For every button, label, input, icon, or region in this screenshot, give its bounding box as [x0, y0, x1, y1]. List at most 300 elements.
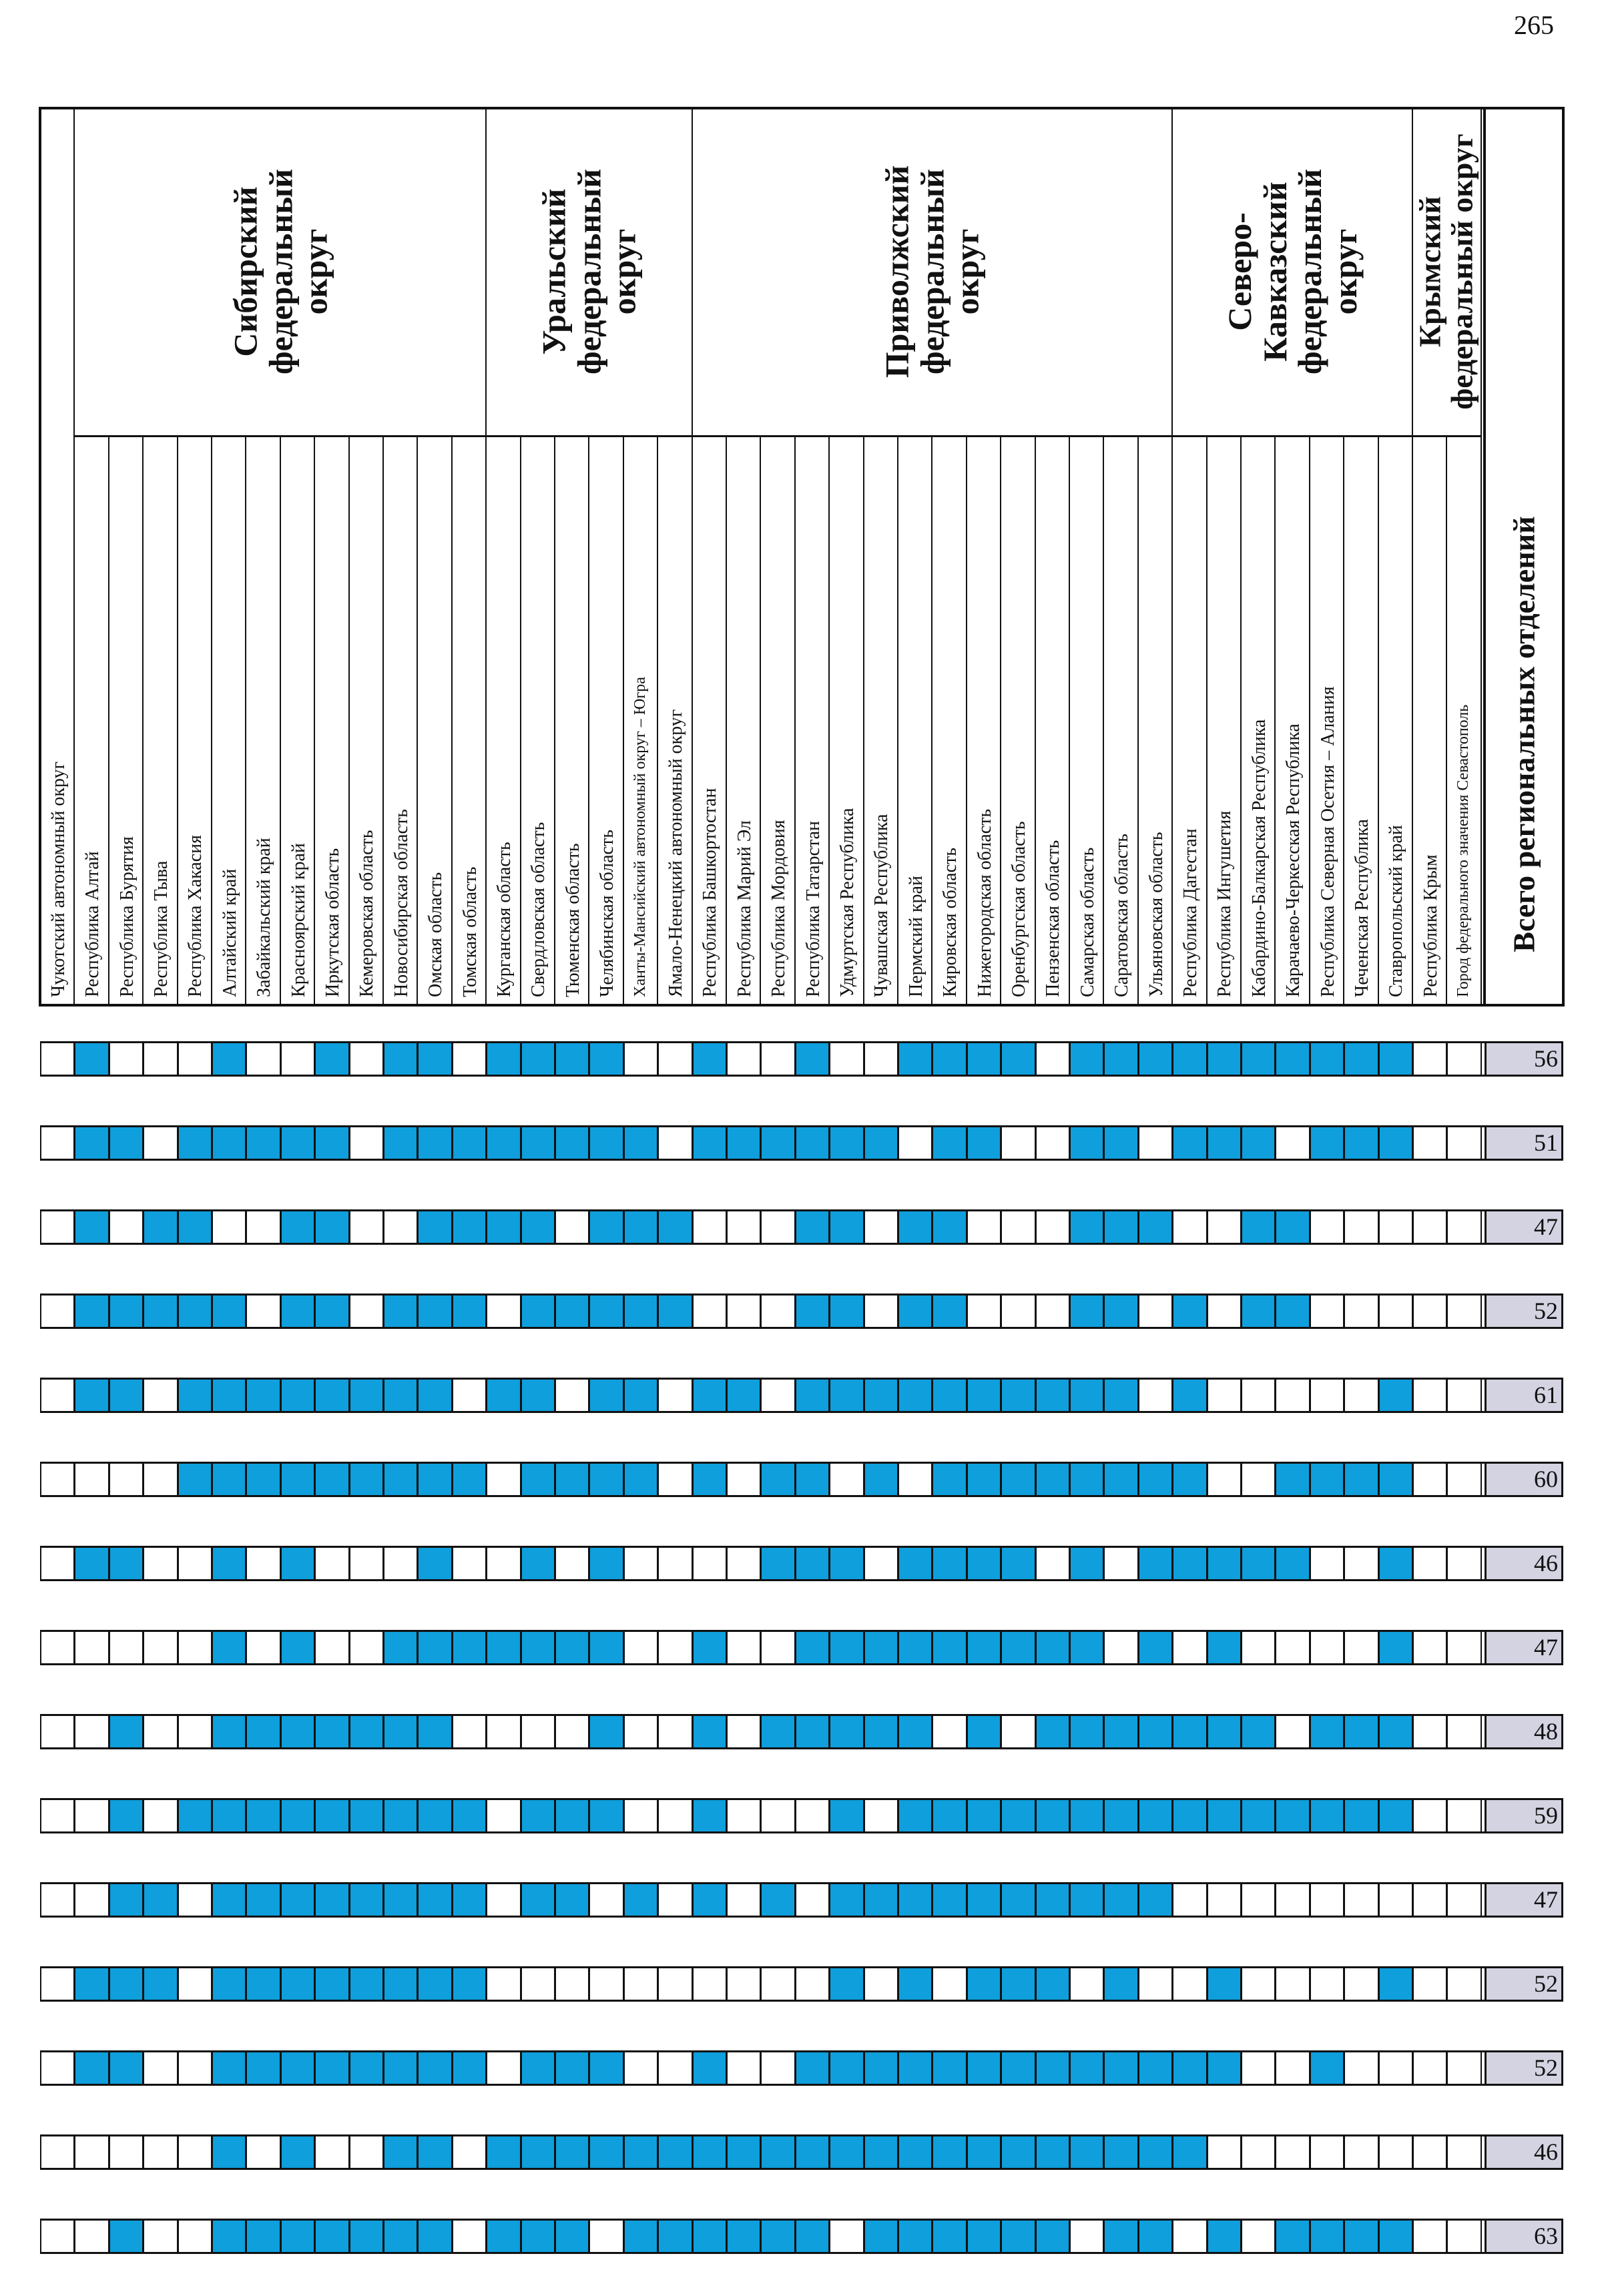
filled-cell: [589, 1716, 623, 1747]
column-divider: [1274, 435, 1276, 1007]
empty-cell: [486, 1548, 521, 1579]
column-divider: [1103, 435, 1104, 1007]
filled-cell: [486, 2221, 521, 2252]
empty-cell: [1344, 2052, 1378, 2084]
filled-cell: [1103, 1043, 1138, 1075]
empty-cell: [1172, 1632, 1207, 1663]
column-label-text: Кировская область: [940, 847, 961, 997]
empty-cell: [1412, 1800, 1447, 1831]
filled-cell: [212, 1127, 246, 1159]
row-bottom-border: [40, 1327, 1563, 1329]
filled-cell: [1138, 1800, 1173, 1831]
empty-cell: [1378, 1211, 1413, 1243]
filled-cell: [246, 2221, 280, 2252]
empty-cell: [1035, 1211, 1070, 1243]
filled-cell: [589, 2052, 623, 2084]
row-right-border: [1561, 1714, 1563, 1749]
empty-cell: [143, 2221, 178, 2252]
empty-cell: [109, 1632, 144, 1663]
filled-cell: [486, 1380, 521, 1411]
empty-cell: [314, 1548, 349, 1579]
filled-cell: [967, 1380, 1001, 1411]
filled-cell: [314, 1464, 349, 1495]
filled-cell: [760, 1127, 795, 1159]
empty-cell: [726, 1968, 761, 2000]
row-total: 59: [1485, 1800, 1563, 1831]
filled-cell: [74, 1380, 109, 1411]
filled-cell: [555, 2136, 589, 2168]
filled-cell: [280, 2136, 315, 2168]
filled-cell: [1241, 1296, 1276, 1327]
filled-cell: [1378, 1043, 1413, 1075]
filled-cell: [452, 1464, 487, 1495]
empty-cell: [555, 1380, 589, 1411]
empty-cell: [40, 1716, 75, 1747]
empty-cell: [589, 1884, 623, 1916]
empty-cell: [1001, 1296, 1035, 1327]
empty-cell: [1172, 1884, 1207, 1916]
filled-cell: [864, 1884, 898, 1916]
filled-cell: [486, 2136, 521, 2168]
empty-cell: [1275, 1632, 1310, 1663]
empty-cell: [1446, 2221, 1481, 2252]
empty-cell: [1344, 1548, 1378, 1579]
filled-cell: [383, 1716, 418, 1747]
empty-cell: [898, 1127, 932, 1159]
filled-cell: [1103, 1127, 1138, 1159]
filled-cell: [967, 2052, 1001, 2084]
empty-cell: [178, 1632, 212, 1663]
column-label-text: Алтайский край: [219, 868, 240, 997]
empty-cell: [246, 2136, 280, 2168]
filled-cell: [967, 1716, 1001, 1747]
column-label-text: Республика Хакасия: [185, 834, 206, 997]
filled-cell: [1069, 1211, 1104, 1243]
row-right-border: [1561, 1546, 1563, 1581]
column-divider: [726, 435, 727, 1007]
empty-cell: [1035, 1127, 1070, 1159]
empty-cell: [246, 1043, 280, 1075]
empty-cell: [40, 1211, 75, 1243]
empty-cell: [1344, 1296, 1378, 1327]
empty-cell: [726, 1211, 761, 1243]
empty-cell: [760, 1211, 795, 1243]
filled-cell: [246, 1464, 280, 1495]
filled-cell: [417, 1884, 452, 1916]
filled-cell: [212, 1632, 246, 1663]
filled-cell: [589, 1548, 623, 1579]
column-divider: [142, 435, 144, 1007]
empty-cell: [967, 1296, 1001, 1327]
empty-cell: [1241, 1380, 1276, 1411]
empty-cell: [1138, 1380, 1173, 1411]
row-total: 61: [1485, 1380, 1563, 1411]
empty-cell: [1412, 2052, 1447, 2084]
empty-cell: [40, 1127, 75, 1159]
column-label-text: Курганская область: [493, 842, 515, 997]
empty-cell: [1412, 1884, 1447, 1916]
filled-cell: [280, 1968, 315, 2000]
row-total: 47: [1485, 1632, 1563, 1663]
empty-cell: [314, 1632, 349, 1663]
empty-cell: [1035, 1296, 1070, 1327]
filled-cell: [692, 2052, 727, 2084]
filled-cell: [109, 1968, 144, 2000]
filled-cell: [1035, 1800, 1070, 1831]
filled-cell: [143, 1296, 178, 1327]
filled-cell: [657, 1296, 692, 1327]
filled-cell: [898, 1800, 932, 1831]
empty-cell: [74, 1716, 109, 1747]
filled-cell: [1103, 1800, 1138, 1831]
empty-cell: [864, 1800, 898, 1831]
empty-cell: [1446, 1632, 1481, 1663]
empty-cell: [1412, 1380, 1447, 1411]
filled-cell: [864, 1380, 898, 1411]
empty-cell: [74, 1632, 109, 1663]
filled-cell: [74, 1548, 109, 1579]
filled-cell: [932, 1211, 967, 1243]
empty-cell: [726, 1632, 761, 1663]
column-divider: [451, 435, 453, 1007]
empty-cell: [349, 1296, 384, 1327]
filled-cell: [74, 1211, 109, 1243]
empty-cell: [1446, 1211, 1481, 1243]
empty-cell: [795, 1800, 830, 1831]
empty-cell: [692, 1548, 727, 1579]
filled-cell: [692, 1464, 727, 1495]
empty-cell: [657, 1884, 692, 1916]
filled-cell: [383, 1127, 418, 1159]
column-divider: [828, 435, 830, 1007]
filled-cell: [74, 2052, 109, 2084]
filled-cell: [521, 2136, 555, 2168]
column-label-text: Ставропольский край: [1386, 825, 1407, 997]
empty-cell: [726, 1800, 761, 1831]
filled-cell: [1310, 1043, 1344, 1075]
filled-cell: [1035, 2052, 1070, 2084]
filled-cell: [1172, 2052, 1207, 2084]
empty-cell: [932, 1716, 967, 1747]
group-label-text: Сибирский федеральный округ: [226, 168, 334, 375]
filled-cell: [417, 1296, 452, 1327]
filled-cell: [1172, 1296, 1207, 1327]
empty-cell: [1001, 1211, 1035, 1243]
empty-cell: [143, 1800, 178, 1831]
row-right-border: [1561, 2219, 1563, 2254]
filled-cell: [898, 1211, 932, 1243]
column-label-text: Нижегородская область: [974, 808, 995, 997]
column-divider: [1069, 435, 1070, 1007]
empty-cell: [1069, 2221, 1104, 2252]
filled-cell: [212, 2221, 246, 2252]
column-label-text: Республика Татарстан: [802, 820, 824, 997]
row-right-border: [1561, 1630, 1563, 1665]
empty-cell: [40, 1884, 75, 1916]
filled-cell: [795, 1632, 830, 1663]
filled-cell: [1275, 1296, 1310, 1327]
empty-cell: [109, 1464, 144, 1495]
filled-cell: [967, 1968, 1001, 2000]
filled-cell: [967, 1127, 1001, 1159]
empty-cell: [623, 1716, 658, 1747]
filled-cell: [280, 1548, 315, 1579]
empty-cell: [109, 1043, 144, 1075]
row-right-border: [1561, 1209, 1563, 1245]
empty-cell: [829, 1464, 864, 1495]
empty-cell: [452, 2221, 487, 2252]
column-label-text: Республика Северная Осетия – Алания: [1317, 686, 1338, 997]
filled-cell: [280, 1127, 315, 1159]
filled-cell: [1241, 1800, 1276, 1831]
empty-cell: [1103, 1548, 1138, 1579]
column-divider: [794, 435, 796, 1007]
filled-cell: [74, 1968, 109, 2000]
filled-cell: [589, 2136, 623, 2168]
filled-cell: [623, 1380, 658, 1411]
column-divider: [280, 435, 281, 1007]
row-right-border: [1561, 1882, 1563, 1918]
filled-cell: [1275, 1548, 1310, 1579]
empty-cell: [967, 1211, 1001, 1243]
filled-cell: [932, 1884, 967, 1916]
empty-cell: [692, 1211, 727, 1243]
filled-cell: [1138, 1884, 1173, 1916]
filled-cell: [898, 2052, 932, 2084]
column-divider: [1035, 435, 1036, 1007]
row-bottom-border: [40, 2000, 1563, 2002]
filled-cell: [1035, 2221, 1070, 2252]
filled-cell: [589, 1800, 623, 1831]
filled-cell: [417, 1548, 452, 1579]
filled-cell: [452, 1632, 487, 1663]
filled-cell: [589, 1380, 623, 1411]
filled-cell: [178, 1800, 212, 1831]
filled-cell: [555, 1884, 589, 1916]
filled-cell: [932, 1043, 967, 1075]
filled-cell: [212, 1968, 246, 2000]
filled-cell: [932, 1800, 967, 1831]
filled-cell: [1035, 1968, 1070, 2000]
column-label-text: Саратовская область: [1111, 833, 1133, 997]
filled-cell: [1275, 1043, 1310, 1075]
filled-cell: [1207, 2052, 1242, 2084]
empty-cell: [1207, 1884, 1242, 1916]
filled-cell: [383, 2052, 418, 2084]
empty-cell: [1378, 1884, 1413, 1916]
filled-cell: [1378, 1548, 1413, 1579]
filled-cell: [1378, 2221, 1413, 2252]
column-divider: [314, 435, 315, 1007]
empty-cell: [452, 1716, 487, 1747]
empty-cell: [1001, 1716, 1035, 1747]
filled-cell: [1001, 1632, 1035, 1663]
empty-cell: [1412, 1464, 1447, 1495]
empty-cell: [1310, 1548, 1344, 1579]
row-bottom-border: [40, 1495, 1563, 1497]
filled-cell: [212, 1043, 246, 1075]
filled-cell: [1103, 1464, 1138, 1495]
filled-cell: [349, 1380, 384, 1411]
filled-cell: [521, 1632, 555, 1663]
empty-cell: [40, 1380, 75, 1411]
filled-cell: [1069, 1632, 1104, 1663]
filled-cell: [555, 1632, 589, 1663]
empty-cell: [74, 1464, 109, 1495]
filled-cell: [417, 1968, 452, 2000]
filled-cell: [1035, 2136, 1070, 2168]
filled-cell: [246, 1800, 280, 1831]
filled-cell: [898, 2136, 932, 2168]
column-label-text: Ханты-Мансийский автономный округ – Югра: [631, 677, 649, 997]
filled-cell: [1138, 2052, 1173, 2084]
filled-cell: [143, 1884, 178, 1916]
total-label-text: Всего региональных отделений: [1507, 516, 1541, 952]
filled-cell: [521, 1548, 555, 1579]
filled-cell: [932, 1632, 967, 1663]
filled-cell: [314, 1296, 349, 1327]
filled-cell: [623, 1211, 658, 1243]
empty-cell: [349, 1043, 384, 1075]
filled-cell: [1241, 1548, 1276, 1579]
row-bottom-border: [40, 1075, 1563, 1077]
empty-cell: [1241, 1884, 1276, 1916]
empty-cell: [1138, 1127, 1173, 1159]
empty-cell: [1310, 2136, 1344, 2168]
empty-cell: [1412, 2136, 1447, 2168]
filled-cell: [521, 1464, 555, 1495]
filled-cell: [1069, 2052, 1104, 2084]
filled-cell: [109, 2221, 144, 2252]
filled-cell: [760, 1548, 795, 1579]
filled-cell: [898, 1884, 932, 1916]
filled-cell: [1241, 1716, 1276, 1747]
filled-cell: [623, 1464, 658, 1495]
column-divider: [760, 435, 761, 1007]
filled-cell: [726, 2136, 761, 2168]
filled-cell: [1241, 1127, 1276, 1159]
filled-cell: [1069, 1043, 1104, 1075]
empty-cell: [1172, 2221, 1207, 2252]
filled-cell: [417, 1800, 452, 1831]
empty-cell: [864, 1968, 898, 2000]
filled-cell: [383, 1043, 418, 1075]
empty-cell: [1310, 1968, 1344, 2000]
column-divider: [623, 435, 624, 1007]
filled-cell: [212, 2136, 246, 2168]
empty-cell: [657, 1464, 692, 1495]
filled-cell: [555, 1127, 589, 1159]
column-label-text: Республика Дагестан: [1179, 828, 1201, 997]
filled-cell: [967, 1800, 1001, 1831]
filled-cell: [1103, 1716, 1138, 1747]
column-divider: [1240, 435, 1242, 1007]
filled-cell: [555, 1800, 589, 1831]
empty-cell: [1310, 1380, 1344, 1411]
filled-cell: [967, 1548, 1001, 1579]
column-divider: [1378, 435, 1379, 1007]
filled-cell: [383, 2136, 418, 2168]
filled-cell: [1138, 1464, 1173, 1495]
empty-cell: [212, 1211, 246, 1243]
filled-cell: [521, 1043, 555, 1075]
filled-cell: [246, 1968, 280, 2000]
empty-cell: [623, 1968, 658, 2000]
filled-cell: [417, 1127, 452, 1159]
column-divider: [1206, 435, 1208, 1007]
filled-cell: [1172, 1548, 1207, 1579]
empty-cell: [1310, 1211, 1344, 1243]
filled-cell: [1103, 1211, 1138, 1243]
column-divider: [73, 108, 75, 1007]
empty-cell: [349, 1548, 384, 1579]
column-label-text: Пензенская область: [1043, 840, 1064, 997]
filled-cell: [1138, 1211, 1173, 1243]
filled-cell: [898, 1632, 932, 1663]
empty-cell: [555, 1211, 589, 1243]
row-right-border: [1561, 1294, 1563, 1329]
column-label-text: Карачаево-Черкесская Республика: [1283, 724, 1304, 997]
filled-cell: [314, 1127, 349, 1159]
filled-cell: [829, 1884, 864, 1916]
row-right-border: [1561, 2050, 1563, 2086]
column-label-text: Кемеровская область: [356, 830, 378, 997]
empty-cell: [589, 2221, 623, 2252]
filled-cell: [864, 1127, 898, 1159]
filled-cell: [212, 1548, 246, 1579]
filled-cell: [555, 2221, 589, 2252]
empty-cell: [1446, 1127, 1481, 1159]
filled-cell: [1207, 1800, 1242, 1831]
empty-cell: [178, 2136, 212, 2168]
empty-cell: [692, 1968, 727, 2000]
filled-cell: [74, 1127, 109, 1159]
empty-cell: [1241, 2052, 1276, 2084]
filled-cell: [1001, 2052, 1035, 2084]
filled-cell: [623, 1884, 658, 1916]
total-column-divider: [1483, 108, 1486, 1007]
empty-cell: [143, 2136, 178, 2168]
empty-cell: [1412, 1127, 1447, 1159]
empty-cell: [486, 1884, 521, 1916]
column-label-text: Республика Крым: [1420, 854, 1441, 997]
filled-cell: [383, 2221, 418, 2252]
filled-cell: [280, 1464, 315, 1495]
empty-cell: [1446, 1968, 1481, 2000]
empty-cell: [657, 1380, 692, 1411]
filled-cell: [1103, 1968, 1138, 2000]
filled-cell: [967, 1043, 1001, 1075]
filled-cell: [109, 1127, 144, 1159]
row-bottom-border: [40, 2084, 1563, 2086]
row-right-border: [1561, 1462, 1563, 1497]
filled-cell: [1172, 2136, 1207, 2168]
empty-cell: [178, 1968, 212, 2000]
filled-cell: [246, 1127, 280, 1159]
filled-cell: [898, 1296, 932, 1327]
row-total: 52: [1485, 2052, 1563, 2084]
filled-cell: [864, 2221, 898, 2252]
filled-cell: [1310, 1127, 1344, 1159]
filled-cell: [829, 2136, 864, 2168]
empty-cell: [726, 1464, 761, 1495]
empty-cell: [726, 2052, 761, 2084]
column-divider: [1000, 435, 1001, 1007]
filled-cell: [280, 1800, 315, 1831]
empty-cell: [657, 2052, 692, 2084]
empty-cell: [452, 1548, 487, 1579]
column-label-text: Чукотский автономный округ: [47, 761, 69, 997]
